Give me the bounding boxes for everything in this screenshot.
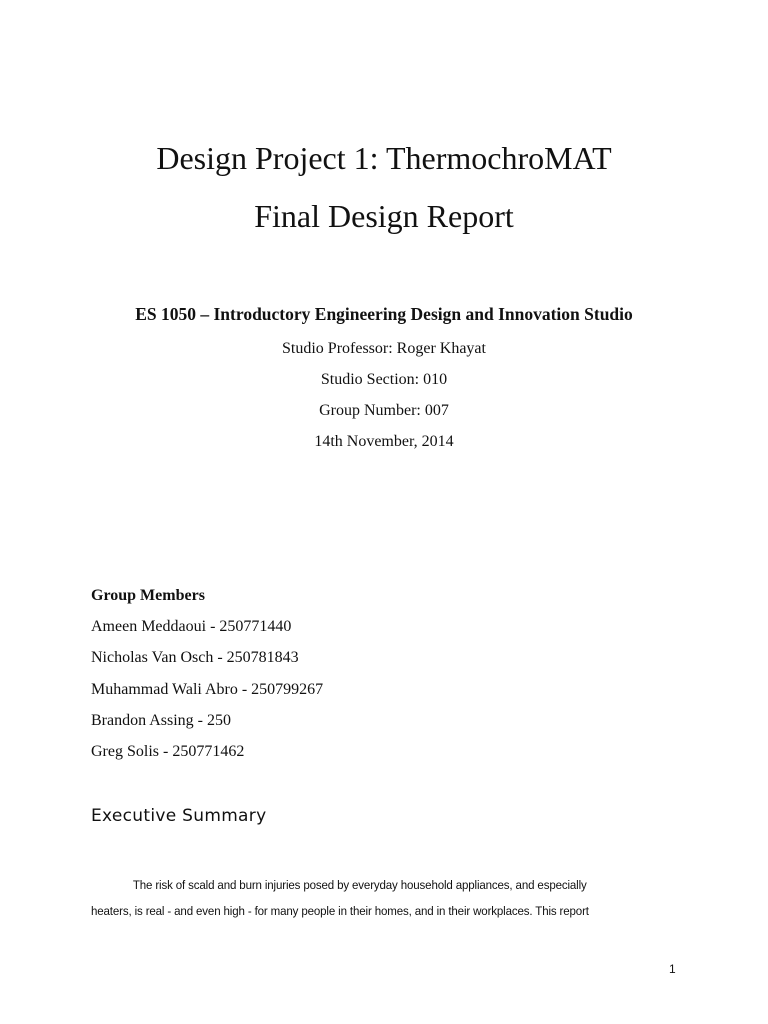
course-title: ES 1050 – Introductory Engineering Design and Innovation Studio	[135, 304, 633, 324]
page-number: 1	[669, 962, 676, 976]
report-title: Design Project 1: ThermochroMAT	[156, 140, 612, 176]
studio-professor: Studio Professor: Roger Khayat	[282, 340, 486, 357]
group-number: Group Number: 007	[319, 402, 449, 419]
group-member: Muhammad Wali Abro - 250799267	[91, 681, 324, 698]
group-member: Nicholas Van Osch - 250781843	[91, 649, 299, 666]
executive-summary-heading: Executive Summary	[91, 806, 267, 826]
group-member: Brandon Assing - 250	[91, 712, 231, 729]
group-member: Ameen Meddaoui - 250771440	[91, 618, 292, 635]
summary-paragraph-line: heaters, is real - and even high - for many people in their homes, and in their workplaces. This report	[91, 904, 589, 918]
group-members-heading: Group Members	[91, 587, 205, 604]
report-subtitle: Final Design Report	[254, 198, 514, 234]
studio-section: Studio Section: 010	[320, 371, 448, 388]
group-member: Greg Solis - 250771462	[91, 743, 245, 760]
report-date: 14th November, 2014	[314, 433, 454, 450]
summary-paragraph-line: The risk of scald and burn injuries posed by everyday household appliances, and especially	[132, 878, 587, 892]
